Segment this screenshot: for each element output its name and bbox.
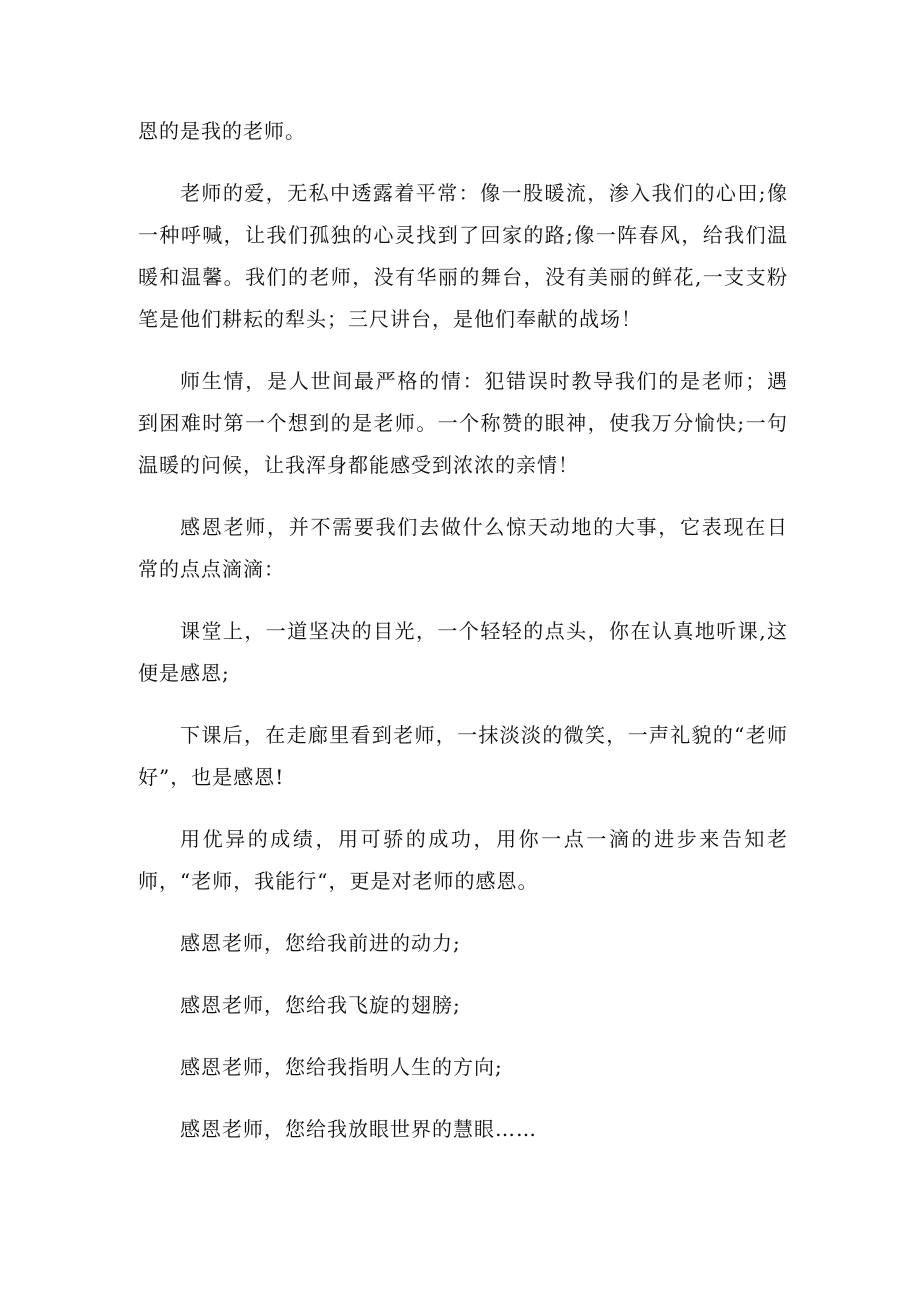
- document-body: [138, 110, 788, 1170]
- paragraph-5: 课堂上，一道坚决的目光，一个轻轻的点头，你在认真地听课,这便是感恩;: [138, 619, 788, 685]
- paragraph-1: 恩的是我的老师。: [138, 119, 306, 143]
- paragraph-6: 下课后，在走廊里看到老师，一抹淡淡的微笑，一声礼貌的“老师好”，也是感恩!: [138, 723, 788, 789]
- paragraph-9: 感恩老师，您给我飞旋的翅膀;: [180, 993, 461, 1017]
- paragraph-2: 老师的爱，无私中透露着平常：像一股暖流，渗入我们的心田;像一种呼喊，让我们孤独的心灵找到了回家的路;像一阵春风，给我们温暖和温馨。我们的老师，没有华丽的舞台，没有美丽的鲜花,一支支粉笔是他们耕耘的犁头；三尺讲台，是他们奉献的战场！: [138, 181, 788, 331]
- paragraph-4: 感恩老师，并不需要我们去做什么惊天动地的大事，它表现在日常的点点滴滴：: [138, 515, 788, 581]
- paragraph-8: 感恩老师，您给我前进的动力;: [180, 931, 461, 955]
- paragraph-11: 感恩老师，您给我放眼世界的慧眼……: [180, 1117, 537, 1141]
- paragraph-10: 感恩老师，您给我指明人生的方向;: [180, 1055, 503, 1079]
- paragraph-7: 用优异的成绩，用可骄的成功，用你一点一滴的进步来告知老师，“老师，我能行“，更是对老师的感恩。: [138, 827, 788, 893]
- paragraph-3: 师生情，是人世间最严格的情：犯错误时教导我们的是老师；遇到困难时第一个想到的是老师。一个称赞的眼神，使我万分愉快;一句温暖的问候，让我浑身都能感受到浓浓的亲情！: [138, 369, 788, 477]
